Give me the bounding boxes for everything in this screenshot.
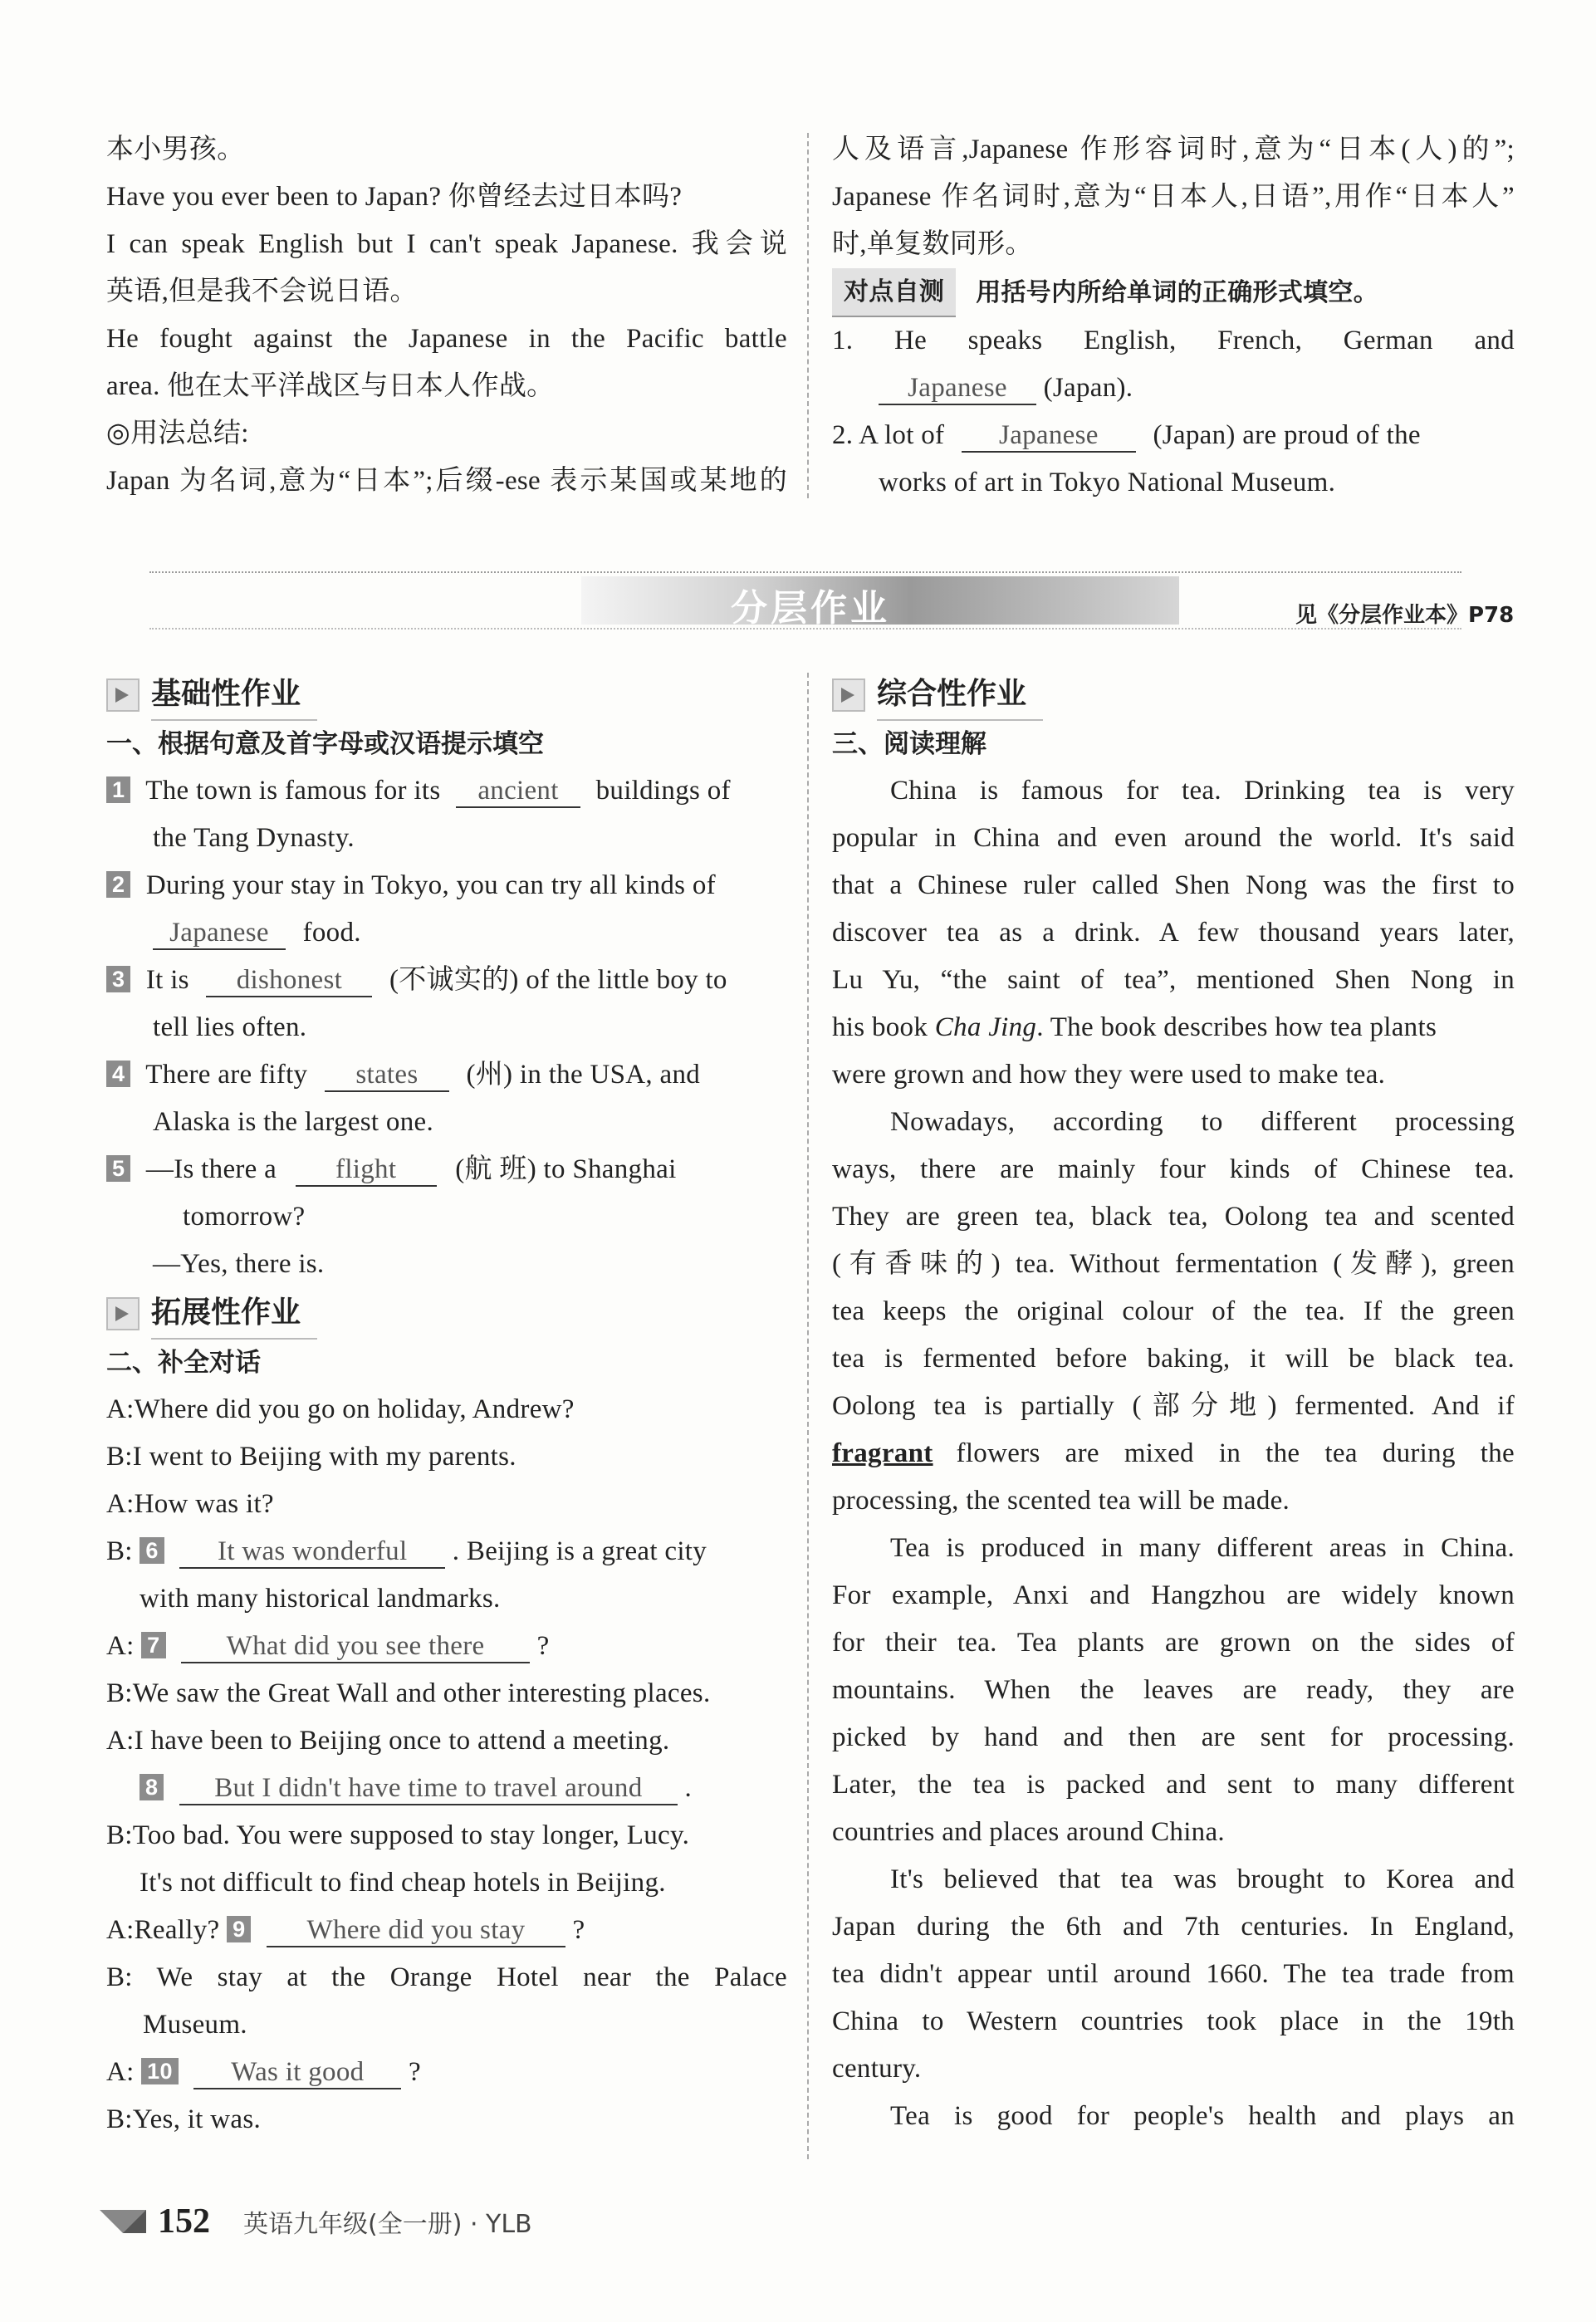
column-divider bbox=[807, 673, 809, 2159]
keyword-fragrant: fragrant bbox=[832, 1438, 933, 1468]
passage-line bbox=[832, 1430, 1515, 1477]
text: A: bbox=[106, 2057, 135, 2087]
question-number: 6 bbox=[140, 1537, 164, 1564]
top-right-column bbox=[832, 126, 1515, 507]
arrow-icon bbox=[832, 678, 865, 712]
self-test-q1-cont bbox=[832, 365, 1515, 412]
passage-line: tea didn't appear until around 1660. The tea trade from bbox=[832, 1959, 1515, 1989]
page-number: 152 bbox=[158, 2202, 210, 2241]
text: . The book describes how tea plants bbox=[1036, 1012, 1437, 1042]
answer-blank: states bbox=[325, 1059, 449, 1092]
question-5-cont: tomorrow? bbox=[183, 1202, 306, 1232]
question-1 bbox=[106, 767, 787, 815]
top-left-column bbox=[106, 126, 787, 505]
self-test-q2-cont: works of art in Tokyo National Museum. bbox=[879, 468, 1336, 497]
question-number: 10 bbox=[141, 2058, 179, 2084]
section-extended bbox=[106, 1288, 787, 1340]
text-line: 本小男孩。 bbox=[106, 135, 245, 164]
question-2 bbox=[106, 862, 787, 909]
banner-rule bbox=[149, 571, 1461, 573]
text: (Japan) are proud of the bbox=[1153, 420, 1421, 450]
passage-line: discover tea as a drink. A few thousand years later, bbox=[832, 918, 1515, 948]
text-line: 英语,但是我不会说日语。 bbox=[106, 277, 418, 306]
passage-line: tea keeps the original colour of the tea. If the green bbox=[832, 1296, 1515, 1326]
text: his book bbox=[832, 1012, 928, 1042]
text: 2. A lot of bbox=[832, 420, 945, 450]
reading-column bbox=[832, 669, 1515, 2140]
dialogue-line: with many historical landmarks. bbox=[140, 1584, 501, 1614]
text: (不诚实的) of the little boy to bbox=[389, 965, 727, 995]
text-line: I can speak English but I can't speak Japanese. 我会说 bbox=[106, 229, 787, 259]
answer-blank: dishonest bbox=[206, 964, 372, 997]
part-title: 一、根据句意及首字母或汉语提示填空 bbox=[106, 729, 544, 759]
dialogue-line: A:How was it? bbox=[106, 1489, 274, 1519]
question-number: 1 bbox=[106, 776, 130, 803]
self-test-q1: 1. He speaks English, French, German and bbox=[832, 326, 1515, 355]
question-number: 3 bbox=[106, 966, 130, 992]
dialogue-line: B:We saw the Great Wall and other interesting places. bbox=[106, 1678, 711, 1708]
passage-line: Nowadays, according to different processing bbox=[890, 1107, 1515, 1137]
dialogue-line bbox=[106, 2049, 787, 2096]
section-basic bbox=[106, 669, 787, 721]
answer-blank: Was it good bbox=[193, 2056, 401, 2089]
question-2-cont bbox=[106, 909, 787, 957]
part-title: 三、阅读理解 bbox=[832, 729, 986, 759]
passage-line: mountains. When the leaves are ready, they are bbox=[832, 1675, 1515, 1705]
answer-blank: flight bbox=[296, 1154, 437, 1187]
passage-line: Tea is good for people's health and plays an bbox=[890, 2101, 1515, 2131]
answer-blank: Where did you stay bbox=[267, 1914, 565, 1947]
section-title: 综合性作业 bbox=[877, 669, 1043, 721]
text: It is bbox=[145, 965, 189, 995]
question-number: 7 bbox=[141, 1632, 165, 1658]
section-title: 基础性作业 bbox=[151, 669, 317, 721]
passage-line: for their tea. Tea plants are grown on the sides of bbox=[832, 1628, 1515, 1658]
text: During your stay in Tokyo, you can try all kinds of bbox=[145, 870, 716, 900]
dialogue-line: It's not difficult to find cheap hotels in Beijing. bbox=[140, 1868, 666, 1898]
passage-line: processing, the scented tea will be made. bbox=[832, 1486, 1290, 1516]
question-number: 8 bbox=[140, 1774, 164, 1800]
footer bbox=[100, 2192, 532, 2251]
text: —Is there a bbox=[145, 1154, 277, 1184]
answer-blank: Japanese bbox=[879, 372, 1036, 405]
passage-line: (有香味的) tea. Without fermentation (发酵), green bbox=[832, 1249, 1515, 1279]
text-line: area. 他在太平洋战区与日本人作战。 bbox=[106, 371, 555, 401]
book-title: Cha Jing bbox=[934, 1012, 1037, 1042]
banner-title: 分层作业 bbox=[731, 587, 890, 629]
dialogue-line: A:I have been to Beijing once to attend a meeting. bbox=[106, 1726, 670, 1756]
dialogue-line: B: We stay at the Orange Hotel near the Palace bbox=[106, 1962, 787, 1992]
answer-blank: It was wonderful bbox=[179, 1536, 445, 1569]
part-title: 二、补全对话 bbox=[106, 1348, 261, 1378]
banner-ref: 见《分层作业本》P78 bbox=[1295, 603, 1515, 628]
section-title: 拓展性作业 bbox=[151, 1288, 317, 1340]
text: A: bbox=[106, 1631, 135, 1661]
banner-box bbox=[581, 576, 1179, 629]
passage-line: China is famous for tea. Drinking tea is very bbox=[890, 776, 1515, 806]
dialogue-line: B:Yes, it was. bbox=[106, 2104, 262, 2134]
text: (航 班) to Shanghai bbox=[455, 1154, 677, 1184]
passage-line: It's believed that tea was brought to Korea and bbox=[890, 1864, 1515, 1894]
question-number: 4 bbox=[106, 1061, 130, 1087]
text-line: He fought against the Japanese in the Pacific battle bbox=[106, 324, 787, 354]
passage-line: century. bbox=[832, 2054, 922, 2084]
passage-line: popular in China and even around the world. It's said bbox=[832, 823, 1515, 853]
text: The town is famous for its bbox=[145, 776, 441, 806]
question-4-cont: Alaska is the largest one. bbox=[153, 1107, 434, 1137]
question-number: 2 bbox=[106, 871, 130, 898]
text-line: 人及语言,Japanese 作形容词时,意为“日本(人)的”; bbox=[832, 135, 1515, 164]
text: (州) in the USA, and bbox=[466, 1060, 701, 1090]
dialogue-line bbox=[106, 1765, 787, 1812]
dialogue-line: Museum. bbox=[143, 2010, 247, 2040]
text: (Japan). bbox=[1043, 373, 1133, 403]
text: ? bbox=[536, 1631, 550, 1661]
dialogue-line: B:I went to Beijing with my parents. bbox=[106, 1442, 516, 1472]
passage-line: countries and places around China. bbox=[832, 1817, 1225, 1847]
text: B: bbox=[106, 1536, 133, 1566]
usage-summary-label: ◎用法总结: bbox=[106, 419, 249, 448]
passage-line: Japan during the 6th and 7th centuries. In England, bbox=[832, 1912, 1515, 1942]
dialogue-line bbox=[106, 1528, 787, 1575]
passage-line: picked by hand and then are sent for processing. bbox=[832, 1722, 1515, 1752]
text-line: 时,单复数同形。 bbox=[832, 229, 1033, 259]
text: . bbox=[684, 1773, 693, 1803]
question-1-cont: the Tang Dynasty. bbox=[153, 823, 355, 853]
page-corner-icon bbox=[100, 2210, 146, 2233]
answer-blank: But I didn't have time to travel around bbox=[179, 1772, 678, 1805]
passage-line: For example, Anxi and Hangzhou are widely known bbox=[832, 1580, 1515, 1610]
text-line: Japanese 作名词时,意为“日本人,日语”,用作“日本人” bbox=[832, 182, 1515, 212]
dialogue-line: A:Where did you go on holiday, Andrew? bbox=[106, 1394, 575, 1424]
dialogue-line bbox=[106, 1623, 787, 1670]
self-test-header bbox=[832, 268, 1515, 317]
arrow-icon bbox=[106, 1297, 140, 1330]
passage-line: They are green tea, black tea, Oolong tea and scented bbox=[832, 1202, 1515, 1232]
text-line: Japan 为名词,意为“日本”;后缀-ese 表示某国或某地的 bbox=[106, 466, 787, 496]
passage-line: that a Chinese ruler called Shen Nong was the first to bbox=[832, 870, 1515, 900]
self-test-label: 对点自测 bbox=[832, 268, 956, 317]
passage-line: Tea is produced in many different areas in China. bbox=[890, 1533, 1515, 1563]
passage-line: China to Western countries took place in the 19th bbox=[832, 2006, 1515, 2036]
text: A:Really? bbox=[106, 1915, 220, 1945]
self-test-q2 bbox=[832, 412, 1515, 459]
question-3-cont: tell lies often. bbox=[153, 1012, 307, 1042]
text: ? bbox=[572, 1915, 585, 1945]
text: flowers are mixed in the tea during the bbox=[956, 1438, 1515, 1468]
book-info: 英语九年级(全一册) · YLB bbox=[243, 2210, 532, 2239]
question-5-reply: —Yes, there is. bbox=[153, 1249, 325, 1279]
question-4 bbox=[106, 1051, 787, 1099]
answer-blank: Japanese bbox=[962, 419, 1136, 453]
answer-blank: Japanese bbox=[153, 917, 286, 950]
section-comprehensive bbox=[832, 669, 1515, 721]
question-number: 9 bbox=[227, 1916, 251, 1942]
question-3 bbox=[106, 957, 787, 1004]
question-5 bbox=[106, 1146, 787, 1193]
passage-line bbox=[832, 1004, 1515, 1051]
text: ? bbox=[408, 2057, 421, 2087]
column-divider bbox=[807, 133, 809, 498]
text: . Beijing is a great city bbox=[452, 1536, 707, 1566]
text: There are fifty bbox=[145, 1060, 308, 1090]
arrow-icon bbox=[106, 678, 140, 712]
passage-line: Lu Yu, “the saint of tea”, mentioned Shen Nong in bbox=[832, 965, 1515, 995]
passage-line: Later, the tea is packed and sent to many different bbox=[832, 1770, 1515, 1800]
text: food. bbox=[302, 918, 361, 948]
text: buildings of bbox=[595, 776, 731, 806]
answer-blank: What did you see there bbox=[181, 1630, 530, 1663]
passage-line: were grown and how they were used to make tea. bbox=[832, 1060, 1386, 1090]
banner bbox=[149, 568, 1478, 643]
question-number: 5 bbox=[106, 1155, 130, 1182]
left-exercises bbox=[106, 669, 787, 2143]
passage-line: tea is fermented before baking, it will be black tea. bbox=[832, 1344, 1515, 1374]
passage-line: Oolong tea is partially (部分地) fermented. And if bbox=[832, 1391, 1515, 1421]
answer-blank: ancient bbox=[456, 775, 580, 808]
dialogue-line bbox=[106, 1907, 787, 1954]
self-test-instruction: 用括号内所给单词的正确形式填空。 bbox=[976, 278, 1379, 307]
dialogue-line: B:Too bad. You were supposed to stay longer, Lucy. bbox=[106, 1820, 690, 1850]
passage-line: ways, there are mainly four kinds of Chinese tea. bbox=[832, 1154, 1515, 1184]
text-line: Have you ever been to Japan? 你曾经去过日本吗? bbox=[106, 182, 683, 212]
